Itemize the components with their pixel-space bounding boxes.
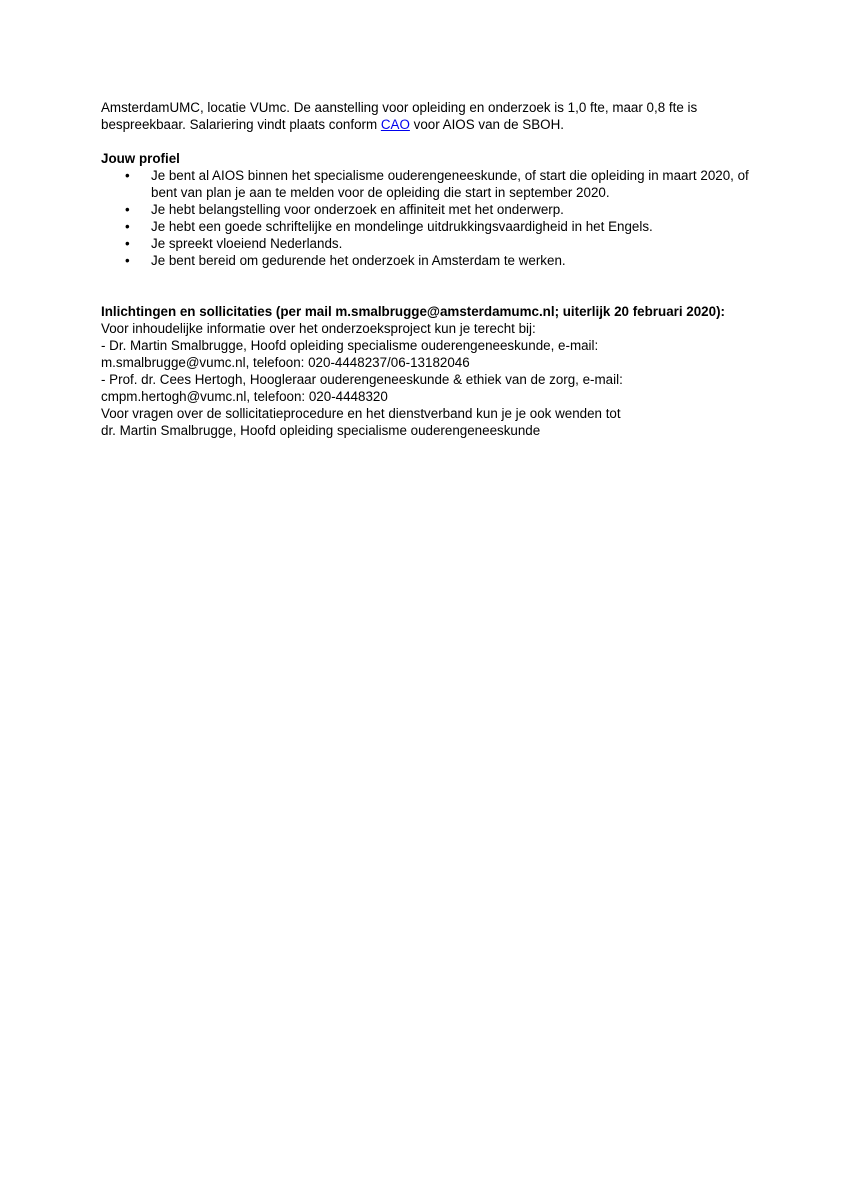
contact-line: Voor vragen over de sollicitatieprocedure en het dienstverband kun je je ook wenden tot [101, 406, 621, 421]
intro-paragraph [101, 99, 751, 133]
bullet-icon: • [125, 236, 130, 251]
profile-list [101, 167, 751, 269]
contact-line: - Prof. dr. Cees Hertogh, Hoogleraar ouderengeneeskunde & ethiek van de zorg, e-mail: [101, 372, 623, 387]
list-item-text: Je bent bereid om gedurende het onderzoek in Amsterdam te werken. [151, 253, 566, 268]
bullet-icon: • [125, 219, 130, 234]
list-item [101, 167, 751, 201]
contact-line: m.smalbrugge@vumc.nl, telefoon: 020-4448237/06-13182046 [101, 355, 470, 370]
list-item [101, 218, 751, 235]
intro-text: AmsterdamUMC, locatie VUmc. De aanstelling voor opleiding en onderzoek is 1,0 fte, maar 0,8 fte is bespreekbaar. Salariering vindt plaats conform [101, 100, 698, 132]
list-item-text: Je spreekt vloeiend Nederlands. [151, 236, 343, 251]
contact-line: cmpm.hertogh@vumc.nl, telefoon: 020-4448320 [101, 389, 388, 404]
contact-heading: Inlichtingen en sollicitaties (per mail m.smalbrugge@amsterdamumc.nl; uiterlijk 20 februari 2020): [101, 304, 725, 319]
contact-line: dr. Martin Smalbrugge, Hoofd opleiding specialisme ouderengeneeskunde [101, 423, 541, 438]
list-item-text: Je hebt een goede schriftelijke en mondelinge uitdrukkingsvaardigheid in het Engels. [151, 219, 653, 234]
cao-link[interactable]: CAO [380, 117, 410, 132]
contact-line: Voor inhoudelijke informatie over het onderzoeksproject kun je terecht bij: [101, 321, 536, 336]
spacer [101, 269, 751, 303]
bullet-icon: • [125, 168, 130, 183]
list-item-text: Je bent al AIOS binnen het specialisme ouderengeneeskunde, of start die opleiding in maart 2020, of bent van plan je aan te melden voor de opleiding die start in september 2020. [151, 168, 749, 200]
bullet-icon: • [125, 253, 130, 268]
list-item [101, 235, 751, 252]
contact-line: - Dr. Martin Smalbrugge, Hoofd opleiding specialisme ouderengeneeskunde, e-mail: [101, 338, 599, 353]
list-item [101, 252, 751, 269]
intro-text-after-link: voor AIOS van de SBOH. [409, 117, 564, 132]
bullet-icon: • [125, 202, 130, 217]
profile-heading: Jouw profiel [101, 151, 180, 166]
spacer [101, 133, 751, 150]
list-item-text: Je hebt belangstelling voor onderzoek en affiniteit met het onderwerp. [151, 202, 564, 217]
list-item [101, 201, 751, 218]
document-page [101, 99, 751, 439]
